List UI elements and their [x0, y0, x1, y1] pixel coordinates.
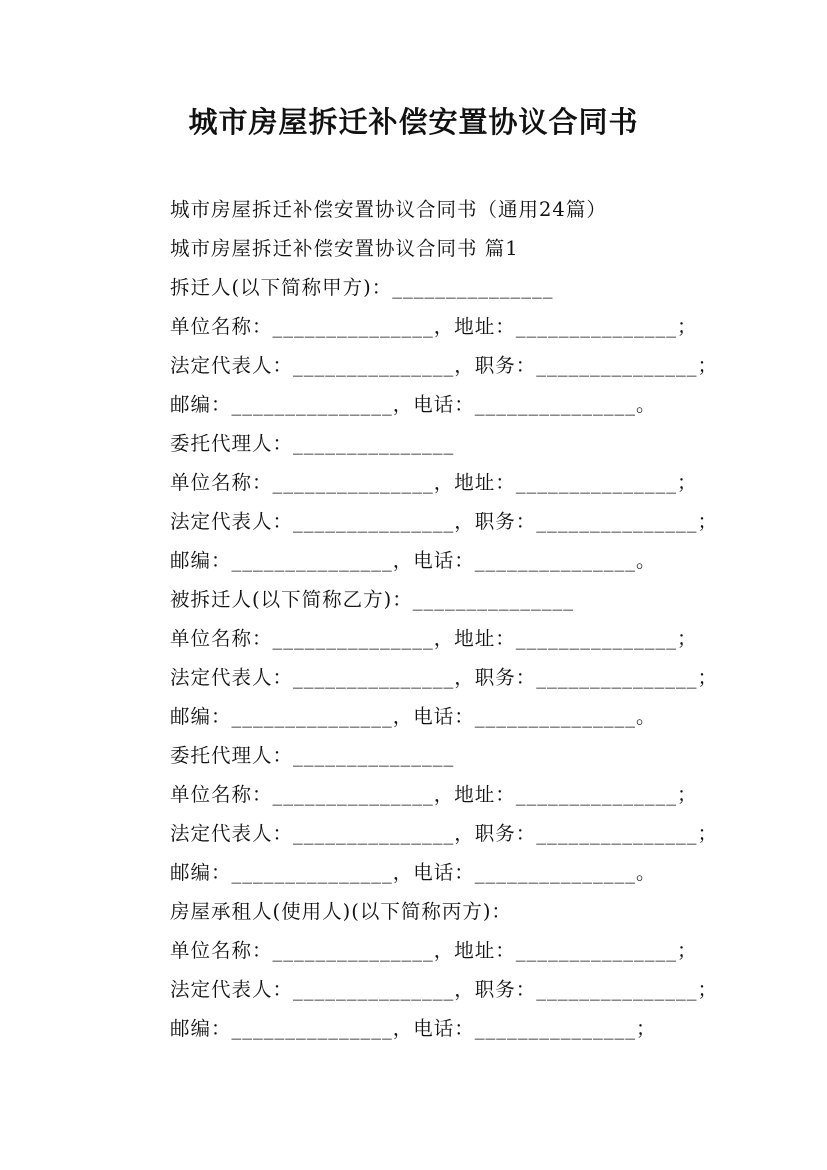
text-line: 房屋承租人(使用人)(以下简称丙方)： — [170, 900, 512, 923]
text-line: 法定代表人：_______________，职务：_______________； — [170, 822, 719, 845]
text-line: 邮编：_______________，电话：_______________； — [170, 1017, 657, 1040]
text-line: 邮编：_______________，电话：_______________。 — [170, 861, 657, 884]
text-line: 城市房屋拆迁补偿安置协议合同书 篇1 — [170, 237, 519, 260]
text-line: 单位名称：_______________，地址：_______________； — [170, 471, 698, 494]
document-body — [170, 190, 730, 1048]
text-line: 邮编：_______________，电话：_______________。 — [170, 549, 657, 572]
text-line: 邮编：_______________，电话：_______________。 — [170, 705, 657, 728]
text-line: 城市房屋拆迁补偿安置协议合同书（通用24篇） — [170, 198, 607, 221]
text-line: 单位名称：_______________，地址：_______________； — [170, 315, 698, 338]
text-line: 法定代表人：_______________，职务：_______________； — [170, 666, 719, 689]
text-line: 单位名称：_______________，地址：_______________； — [170, 939, 698, 962]
text-line: 邮编：_______________，电话：_______________。 — [170, 393, 657, 416]
text-line: 法定代表人：_______________，职务：_______________； — [170, 978, 719, 1001]
text-line: 法定代表人：_______________，职务：_______________； — [170, 510, 719, 533]
text-line: 委托代理人：_______________ — [170, 744, 455, 767]
text-line: 拆迁人(以下简称甲方)：_______________ — [170, 276, 554, 299]
text-line: 单位名称：_______________，地址：_______________； — [170, 783, 698, 806]
text-line: 单位名称：_______________，地址：_______________； — [170, 627, 698, 650]
text-line: 委托代理人：_______________ — [170, 432, 455, 455]
text-line: 法定代表人：_______________，职务：_______________； — [170, 354, 719, 377]
document-title: 城市房屋拆迁补偿安置协议合同书 — [188, 105, 639, 139]
text-line: 被拆迁人(以下简称乙方)：_______________ — [170, 588, 574, 611]
